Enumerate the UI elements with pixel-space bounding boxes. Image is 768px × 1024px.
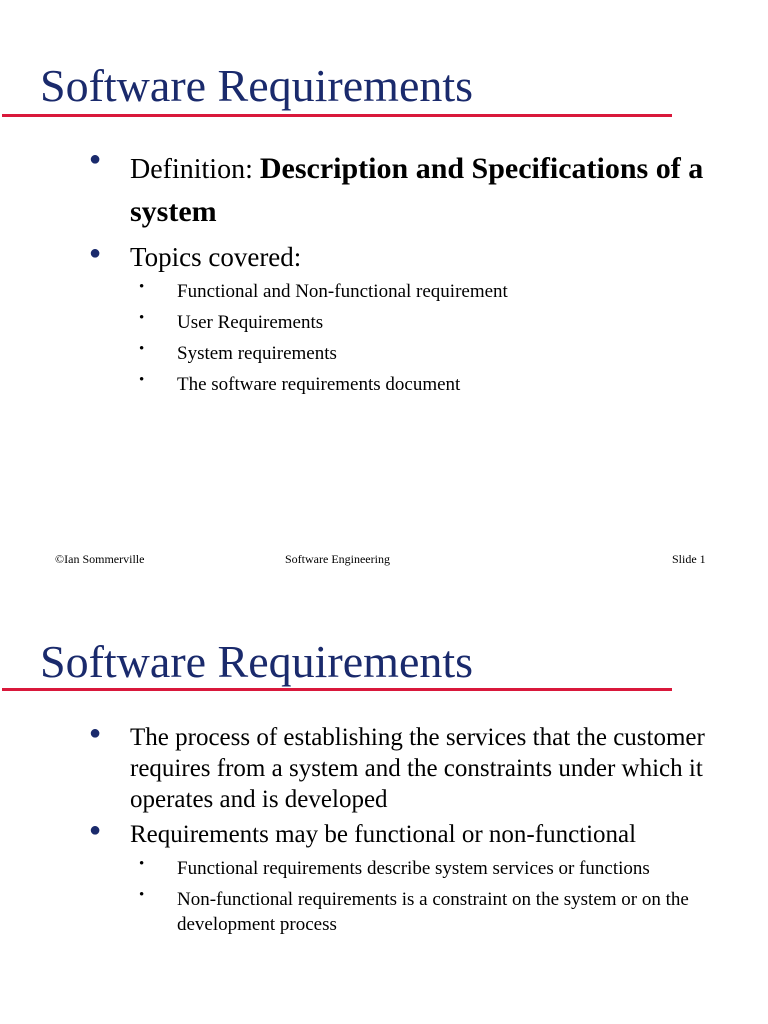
sub-bullet-text: Non-functional requirements is a constraint on the system or on the development process [177,889,689,935]
definition-label: Definition: [130,154,260,185]
small-bullet-icon: • [139,887,145,903]
bullet-text: Requirements may be functional or non-functional [130,821,637,848]
list-item [0,242,768,273]
footer-course: Software Engineering [285,552,390,566]
round-bullet-icon: ● [89,722,102,744]
list-item [0,722,768,815]
footer-author: ©Ian Sommerville [55,552,145,566]
list-item [0,310,768,335]
topic-text: Functional and Non-functional requirement [177,281,508,302]
slide-2 [0,590,768,1024]
list-item [0,148,768,234]
title-divider [2,114,672,117]
list-item [0,372,768,397]
bullet-text: The process of establishing the services that the customer requires from a system and the constraints under which it operates and is developed [130,724,705,813]
topic-text: System requirements [177,343,337,364]
list-item [0,887,768,937]
round-bullet-icon: ● [89,148,102,170]
small-bullet-icon: • [139,372,145,388]
list-item [0,856,768,881]
round-bullet-icon: ● [89,819,102,841]
small-bullet-icon: • [139,856,145,872]
title-divider [2,688,672,691]
bullet-list [0,148,768,397]
footer-slide-number: Slide 1 [672,552,706,566]
slide-footer [0,552,768,572]
list-item [0,819,768,850]
definition-text: Description and Specifications of a system [130,152,704,228]
small-bullet-icon: • [139,341,145,357]
slide-title: Software Requirements [40,60,474,111]
topic-text: The software requirements document [177,374,461,395]
slide-title: Software Requirements [40,636,474,687]
topics-label: Topics covered: [130,242,302,272]
small-bullet-icon: • [139,310,145,326]
round-bullet-icon: ● [89,242,102,264]
sub-bullet-text: Functional requirements describe system services or functions [177,858,650,879]
bullet-list [0,722,768,937]
list-item [0,279,768,304]
list-item [0,341,768,366]
topic-text: User Requirements [177,312,324,333]
small-bullet-icon: • [139,279,145,295]
